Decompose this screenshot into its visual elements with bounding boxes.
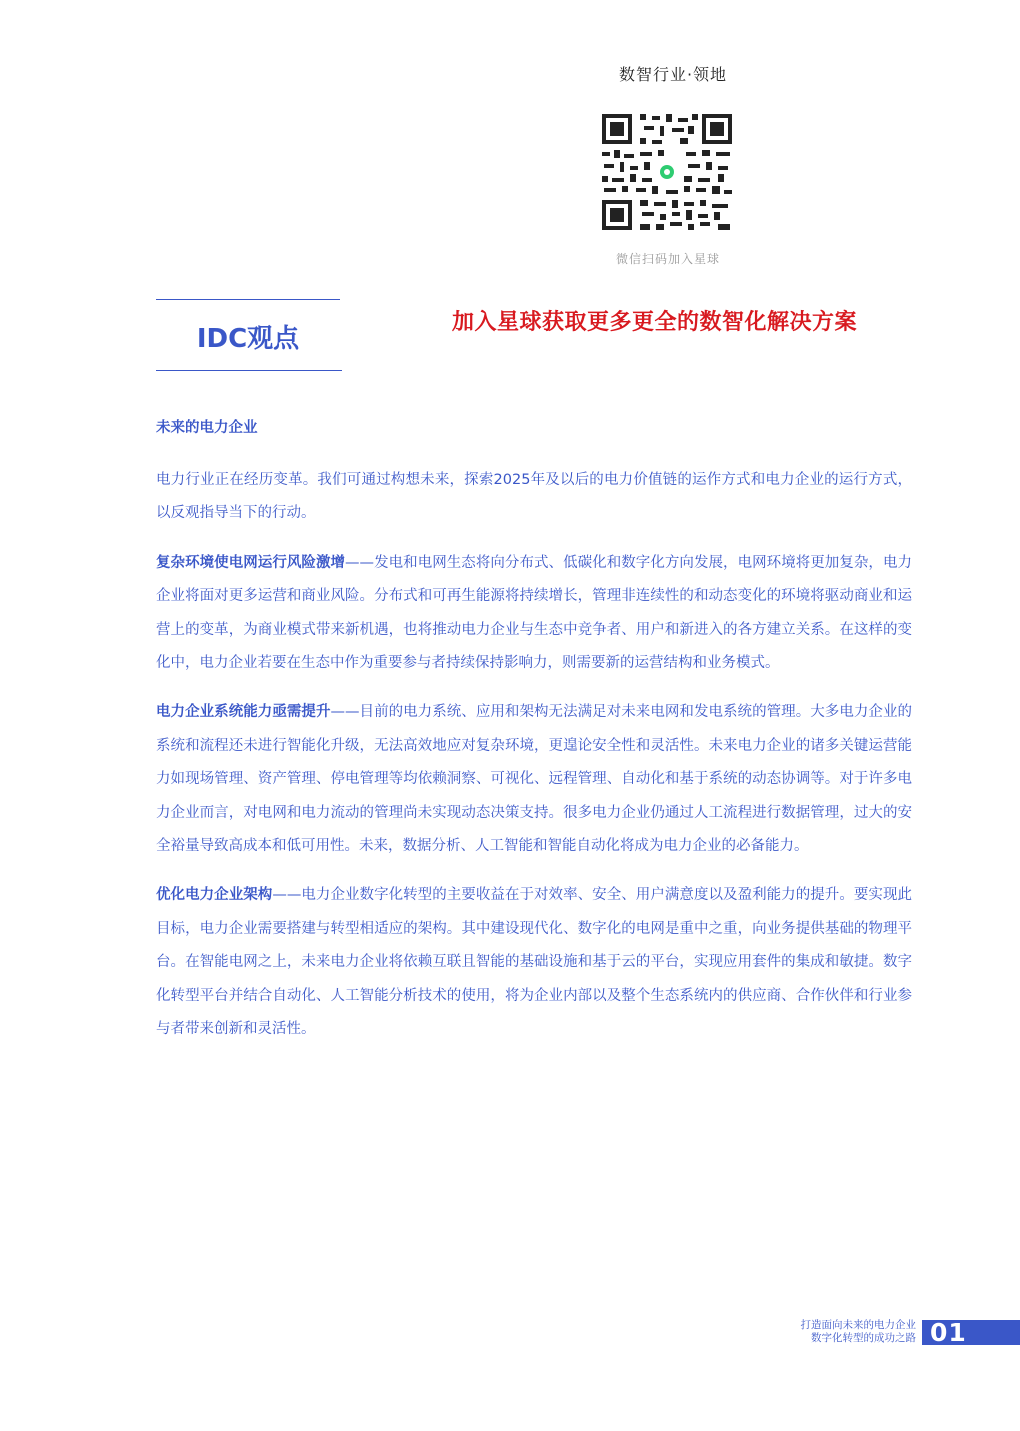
intro-paragraph: 电力行业正在经历变革。我们可通过构想未来，探索2025年及以后的电力价值链的运作方式和电力企业的运行方式，以反观指导当下的行动。 — [156, 472, 912, 522]
main-content — [156, 414, 912, 1063]
footer-line-2: 数字化转型的成功之路 — [811, 1332, 916, 1344]
promo-banner-text[interactable]: 加入星球获取更多更全的数智化解决方案 — [452, 310, 858, 335]
paragraph-lead: 复杂环境使电网运行风险激增 — [156, 554, 346, 571]
qr-code-panel — [548, 56, 798, 268]
paragraph-architecture — [156, 879, 912, 1046]
paragraph-body: ——电力企业数字化转型的主要收益在于对效率、安全、用户满意度以及盈利能力的提升。要实现此目标，电力企业需要搭建与转型相适应的架构。其中建设现代化、数字化的电网是重中之重，向业务提供基础的物理平台。在智能电网之上，未来电力企业将依赖互联且智能的基础设施和基于云的平台，实现应用套件的集成和敏捷。数字化转型平台并结合自动化、人工智能分析技术的使用，将为企业内部以及整个生态系统内的供应商、合作伙伴和行业参与者带来创新和灵活性。 — [156, 887, 913, 1038]
page-number: 01 — [922, 1320, 1020, 1345]
section-label-top-rule — [156, 299, 340, 300]
paragraph-complex-environment — [156, 547, 912, 681]
section-label: IDC观点 — [196, 324, 300, 354]
qr-title: 数智行业·领地 — [618, 65, 728, 84]
section-heading: 未来的电力企业 — [156, 420, 258, 436]
paragraph-system-capability — [156, 696, 912, 863]
footer-line-1: 打造面向未来的电力企业 — [800, 1319, 916, 1331]
footer-report-title — [801, 1319, 917, 1345]
paragraph-lead: 优化电力企业架构 — [156, 887, 273, 904]
paragraph-lead: 电力企业系统能力亟需提升 — [156, 704, 331, 721]
paragraph-body: ——目前的电力系统、应用和架构无法满足对未来电网和发电系统的管理。大多电力企业的系统和流程还未进行智能化升级，无法高效地应对复杂环境，更遑论安全性和灵活性。未来电力企业的诸多关键运营能力如现场管理、资产管理、停电管理等均依赖洞察、可视化、远程管理、自动化和基于系统的动态协调等。对于许多电力企业而言，对电网和电力流动的管理尚未实现动态决策支持。很多电力企业仍通过人工流程进行数据管理，过大的安全裕量导致高成本和低可用性。未来，数据分析、人工智能和智能自动化将成为电力企业的必备能力。 — [156, 704, 913, 855]
qr-caption: 微信扫码加入星球 — [615, 252, 720, 266]
section-label-bottom-rule — [156, 370, 342, 371]
paragraph-body: ——发电和电网生态将向分布式、低碳化和数字化方向发展，电网环境将更加复杂，电力企业将面对更多运营和商业风险。分布式和可再生能源将持续增长，管理非连续性的和动态变化的环境将驱动商业和运营上的变革，为商业模式带来新机遇，也将推动电力企业与生态中竞争者、用户和新进入的各方建立关系。在这样的变化中，电力企业若要在生态中作为重要参与者持续保持影响力，则需要新的运营结构和业务模式。 — [156, 554, 913, 672]
qr-code-image[interactable] — [600, 112, 734, 232]
